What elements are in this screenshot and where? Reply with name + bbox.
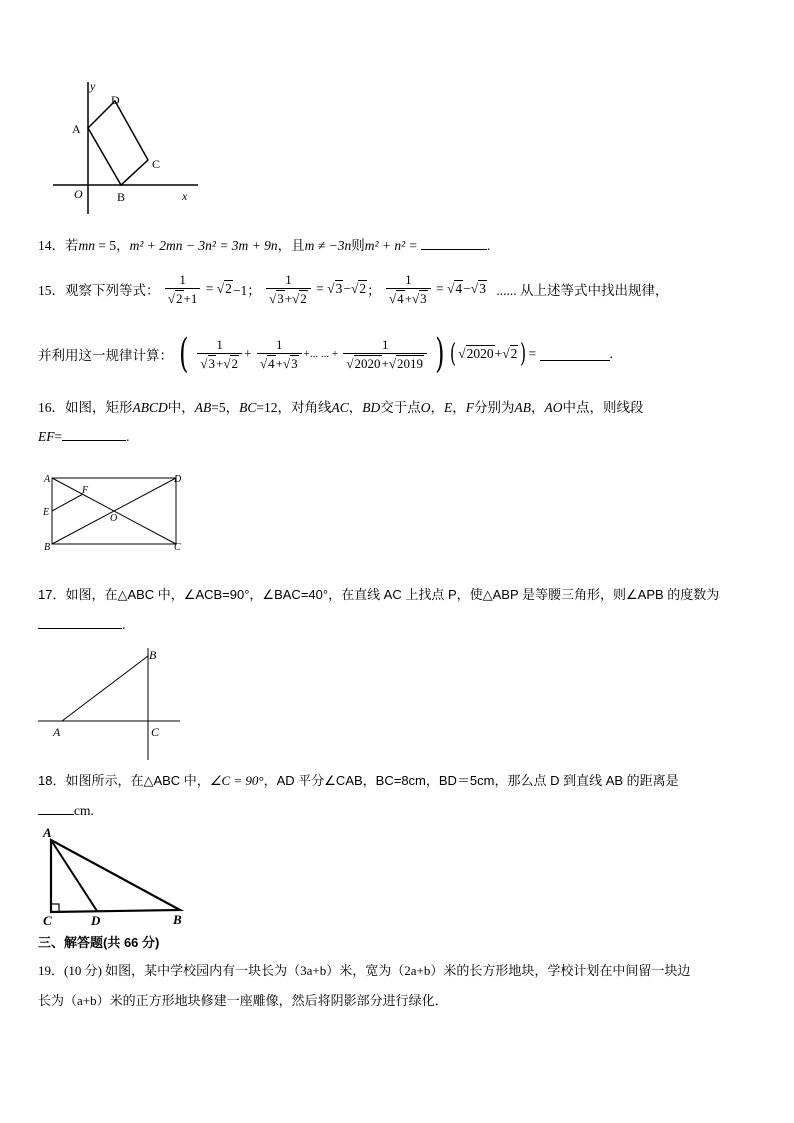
q15-f2-end: ；: [367, 283, 381, 298]
q15-answer-blank[interactable]: [540, 348, 610, 361]
section-3-heading: 三、解答题(共 66 分): [38, 935, 160, 950]
q16-comma2: ，: [430, 400, 445, 415]
point-c-label: C: [152, 157, 161, 171]
q15-fraction-1: $\frac{1}{√2+1}$: [165, 272, 200, 306]
q15-fraction-3: $\frac{1}{√4+√3}$: [386, 272, 431, 306]
q15-f2-rhs-b: 2: [359, 281, 367, 296]
point-d-label: D: [111, 93, 120, 107]
origin-label: O: [74, 187, 83, 201]
question-16-line2: [38, 428, 130, 445]
question-19-line2: [38, 990, 448, 1009]
q14-answer-blank[interactable]: [421, 237, 487, 250]
q15-s1-num: 1: [197, 337, 242, 354]
q16-comma1: ，: [348, 400, 363, 415]
q15-m-op: +: [494, 346, 503, 361]
q16-ab2: AB: [514, 400, 532, 415]
q16-abcd: ABCD: [132, 400, 168, 415]
fig17-label-a: A: [53, 725, 61, 739]
question-17-line2: [38, 616, 125, 633]
q16-e: E: [444, 400, 453, 415]
point-a-label: A: [72, 122, 81, 136]
q16-text-e: 交于点: [380, 400, 421, 415]
fig16-label-b: B: [44, 542, 51, 553]
q15-s1-b: 2: [231, 356, 238, 371]
q16-ab: AB: [194, 400, 212, 415]
q15-f2-den-op: +: [284, 291, 293, 306]
question-18-line2: [38, 802, 94, 819]
q15-dots: +... ... +: [303, 348, 339, 360]
q16-f: F: [465, 400, 475, 415]
point-b-label: B: [117, 190, 126, 204]
rectangle-diagonals-figure: [38, 470, 188, 554]
q15-s2-op: +: [275, 356, 283, 371]
q15-m-b: 2: [510, 346, 518, 361]
q17-end: .: [122, 617, 126, 632]
q16-bc: BC: [239, 400, 257, 415]
q16-comma4: ，: [531, 400, 545, 415]
q15-f2-den-a: 3: [277, 291, 284, 306]
q15-f2-rhs-op: −: [343, 281, 351, 296]
q15-m-a: 2020: [466, 346, 494, 361]
q15-number: 15．观察下列等式：: [38, 283, 160, 298]
q18-angle: ∠C = 90°: [209, 773, 264, 788]
fig18-label-c: C: [43, 913, 52, 928]
q16-o: O: [420, 400, 431, 415]
q15-f2-rhs-a: 3: [335, 281, 343, 296]
q16-comma3: ，: [452, 400, 466, 415]
q15-f1-den-b: +1: [183, 291, 198, 306]
q14-number: 14．若: [38, 238, 79, 253]
q15-f3-den-b: 3: [420, 291, 427, 306]
q14-and: ，且: [277, 238, 305, 253]
question-19-line1: [38, 960, 690, 979]
q15-s1-a: 3: [208, 356, 215, 371]
question-16-line1: [38, 396, 644, 416]
q16-text-c: =5，: [211, 400, 240, 415]
segment-ab: [62, 656, 148, 721]
q16-ef: EF: [38, 429, 55, 444]
q17-text: 17．如图，在△ABC 中，∠ACB=90°，∠BAC=40°，在直线 AC 上找点 P，使△ABP 是等腰三角形，则∠APB 的度数为: [38, 587, 720, 602]
segment-ef: [52, 494, 83, 511]
question-15-line1: 15．观察下列等式： $\frac{1}{√2+1}$ = √2−1； $\frac{1}{√3+√2}$ = √3−√2； $\frac{1}{√4+√3}$ = √4−√3 ...... 从上述等式中找出规律，: [38, 272, 669, 306]
q15-f1-rhs-b: −1；: [232, 283, 261, 298]
q15-f3-rhs-op: −: [463, 281, 471, 296]
q14-then: 则: [351, 238, 365, 253]
q15-f1-den-a: 2: [176, 291, 183, 306]
fig16-label-d: D: [174, 474, 182, 485]
y-label: y: [90, 79, 96, 93]
q14-mn: mn: [78, 238, 95, 253]
fig18-label-b: B: [173, 912, 182, 927]
q15-f3-rhs-a: 4: [455, 281, 463, 296]
q16-text-a: 16．如图，矩形: [38, 400, 133, 415]
fig16-label-o: O: [110, 513, 118, 524]
triangle-acb: [51, 840, 180, 912]
q14-end: .: [487, 238, 491, 253]
q15-s3-num: 1: [343, 337, 427, 354]
fig17-label-b: B: [149, 648, 157, 662]
q14-eq5: = 5，: [95, 238, 130, 253]
q15-s1-op: +: [216, 356, 224, 371]
x-label: x: [182, 189, 188, 203]
q15-sum-term-3: $\frac{1}{√2020+√2019}$: [343, 337, 427, 371]
fig16-label-f: F: [82, 485, 89, 496]
question-17-line1: [38, 584, 719, 603]
q15-sum-term-1: $\frac{1}{√3+√2}$: [197, 337, 242, 371]
q16-text-b: 中，: [167, 400, 195, 415]
q14-condition: m ≠ −3n: [304, 238, 352, 253]
q16-ac: AC: [331, 400, 349, 415]
q16-text-d: =12，对角线: [256, 400, 332, 415]
fig16-label-a: A: [44, 474, 51, 485]
fig16-label-c: C: [174, 542, 181, 553]
q15-s2-a: 4: [268, 356, 275, 371]
q15-f3-den-op: +: [404, 291, 412, 306]
q16-eq: =: [54, 429, 63, 444]
q19-text-2: 长为（a+b）米的正方形地块修建一座雕像，然后将阴影部分进行绿化．: [38, 993, 448, 1008]
coordinate-rectangle-figure: [48, 74, 228, 219]
q19-text-1: 19．(10 分) 如图，某中学校园内有一块长为（3a+b）米，宽为（2a+b）米的长方形地块，学校计划在中间留一块边: [38, 963, 691, 978]
q15-f3-rhs-b: 3: [479, 281, 486, 296]
q15-f3-den-a: 4: [397, 291, 404, 306]
q15-s2-num: 1: [257, 337, 302, 354]
q15-s3-op: +: [381, 356, 389, 371]
q15-f2-numerator: 1: [266, 272, 311, 289]
q16-answer-blank[interactable]: [62, 428, 126, 441]
q16-ao: AO: [544, 400, 563, 415]
q17-answer-blank[interactable]: [38, 616, 122, 629]
question-14: [38, 234, 490, 254]
fig16-label-e: E: [43, 507, 50, 518]
q18-answer-blank[interactable]: [38, 802, 74, 815]
q15-s2-b: 3: [291, 356, 298, 371]
q16-text-f: 分别为: [474, 400, 515, 415]
fig18-label-d: D: [91, 913, 101, 928]
q16-end: .: [126, 429, 130, 444]
triangle-abc-figure: [36, 642, 186, 766]
q15-f2-den-b: 2: [300, 291, 307, 306]
q18-text-b: ，AD 平分∠CAB，BC=8cm，BD＝5cm，那么点 D 到直线 AB 的距离是: [263, 773, 679, 788]
q15-f1-rhs-a: 2: [225, 281, 232, 296]
q15-eq: =: [528, 346, 537, 361]
right-triangle-bisector-figure: [38, 822, 188, 930]
bisector-ad: [51, 840, 97, 911]
q15-tail: ...... 从上述等式中找出规律，: [496, 283, 669, 298]
rectangle-abcd: [88, 101, 148, 185]
q18-unit: cm.: [74, 803, 94, 818]
fig17-label-c: C: [151, 725, 160, 739]
q15-fraction-2: $\frac{1}{√3+√2}$: [266, 272, 311, 306]
q15-f3-numerator: 1: [386, 272, 431, 289]
q16-text-g: 中点，则线段: [562, 400, 644, 415]
q14-target: m² + n² =: [364, 238, 418, 253]
q14-equation: m² + 2mn − 3n² = 3m + 9n: [129, 238, 278, 253]
fig18-label-a: A: [43, 825, 52, 840]
q15-sum-term-2: $\frac{1}{√4+√3}$: [257, 337, 302, 371]
q15-line2-text: 并利用这一规律计算：: [38, 348, 173, 363]
q18-text-a: 18．如图所示，在△ABC 中，: [38, 773, 210, 788]
q15-f1-numerator: 1: [165, 272, 200, 289]
q16-bd: BD: [362, 400, 381, 415]
q15-s3-a: 2020: [354, 356, 381, 371]
question-15-line2: 并利用这一规律计算： ( $\frac{1}{√3+√2}$ + $\frac{1}{√4+√3}$ +... ... + $\frac{1}{√2020+√2019}$ ) ( √2020+√2 ) = .: [38, 331, 613, 377]
question-18-line1: [38, 770, 679, 789]
q15-s3-b: 2019: [397, 356, 424, 371]
q15-end: .: [609, 346, 613, 361]
